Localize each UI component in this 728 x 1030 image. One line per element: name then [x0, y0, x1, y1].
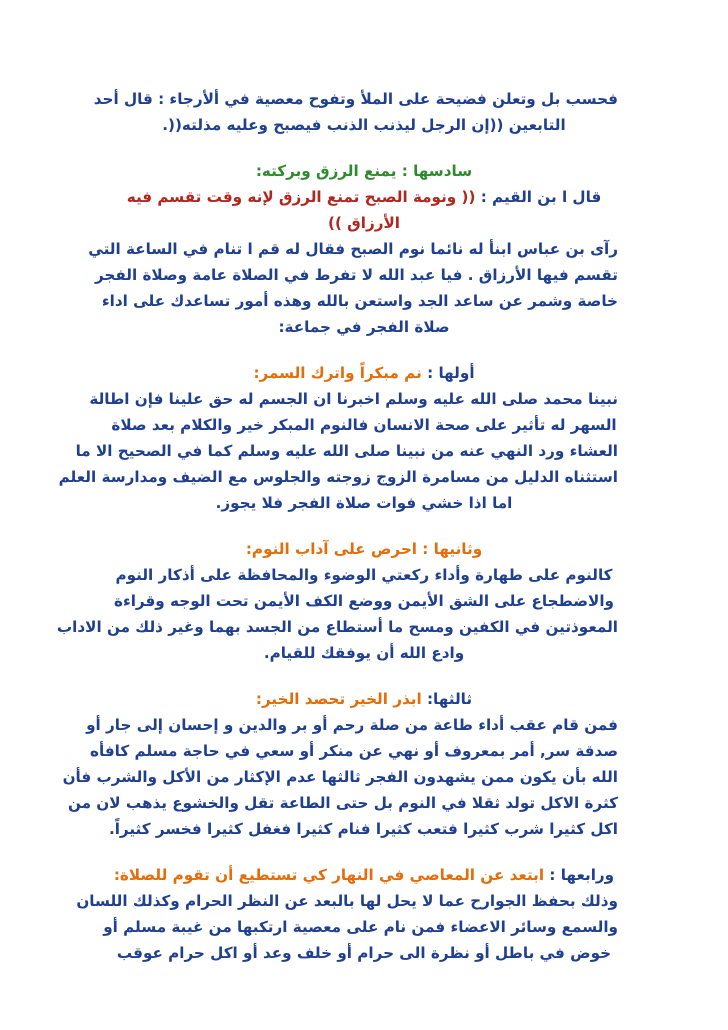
body-line: تقسم فيها الأرزاق . فيا عبد الله لا تفرط في الصلاة عامة وصلاة الفجر [94, 266, 618, 284]
first-title: نم مبكراً واترك السمر: [253, 364, 422, 382]
body-line: السهر له تأثير على صحة الانسان فالنوم المبكر خير والكلام بعد صلاة [111, 416, 617, 434]
body-line: وذلك بحفظ الجوارح عما لا يحل لها بالبعد عن النظر الحرام وكذلك اللسان [76, 892, 618, 910]
body-line: خوض في باطل أو نظرة الى حرام أو خلف وعد أو اكل حرام عوقب [116, 944, 612, 962]
body-line: نبينا محمد صلى الله عليه وسلم اخبرنا ان الجسم له حق علينا فإن اطالة [89, 390, 618, 408]
fourth-label: ورابعها : [549, 866, 615, 884]
third-heading [110, 686, 618, 712]
fourth-body [76, 888, 618, 966]
body-line: وادع الله أن يوفقك للقيام. [263, 644, 465, 662]
body-line: استثناه الدليل من مسامرة الزوج زوجته والجلوس مع الضيف ومدارسة العلم [58, 468, 618, 486]
body-line: كالنوم على طهارة وأداء ركعتي الوضوء والمحافظة على أذكار النوم [115, 566, 613, 584]
body-line: اما اذا خشي فوات صلاة الفجر فلا يجوز. [215, 494, 513, 512]
first-body [58, 386, 618, 516]
third-label: ثالثها: [426, 690, 473, 708]
quote-prefix: قال ا بن القيم : [480, 188, 602, 206]
fourth-heading [110, 862, 618, 888]
body-line: خاصة وشمر عن ساعد الجد واستعن بالله وهذه أمور تساعدك على اداء [101, 292, 618, 310]
second-body [56, 562, 618, 666]
body-line: والسمع وسائر الاعضاء فمن نام على معصية ارتكبها من غيبة مسلم أو [103, 918, 618, 936]
intro-paragraph [93, 86, 618, 138]
intro-line: التابعين ((إن الرجل ليذنب الذنب فيصبح وعليه مذلته((. [162, 116, 566, 134]
body-line: صدقة سر, أمر بمعروف أو نهي عن منكر أو سعي في حاجة مسلم كافأه [90, 742, 618, 760]
quote-text: (( ونومة الصبح تمنع الرزق لإنه وقت تقسم فيه [126, 188, 476, 206]
body-line: والاضطجاع على الشق الأيمن ووضع الكف الأيمن تحت الوجه وقراءة [113, 592, 614, 610]
body-line: رآى بن عباس ابنأ له نائما نوم الصبح فقال له قم ا تنام في الساعة التي [88, 240, 618, 258]
second-heading [110, 536, 618, 562]
section6-body [88, 236, 618, 340]
quote-text-line2: الأرزاق )) [328, 214, 400, 232]
fourth-title: ابتعد عن المعاصي في النهار كي تستطيع أن تقوم للصلاة: [113, 866, 545, 884]
section6-quote-line [110, 184, 618, 210]
body-line: اكل كثيرا شرب كثيرا فتعب كثيرا فنام كثيرا فغفل كثيرا فخسر كثيراً. [108, 820, 618, 838]
section6-quote [110, 184, 618, 236]
second-label: وثانيها : [422, 540, 483, 558]
body-line: صلاة الفجر في جماعة: [278, 318, 450, 336]
body-line: المعوذتين في الكفين ومسح ما أستطاع من الجسد بهما وغير ذلك من الاداب [56, 618, 618, 636]
body-line: العشاء ورد النهي عنه من نبينا صلى الله عليه وسلم كما في الصحيح الا ما [75, 442, 618, 460]
first-label: أولها : [427, 364, 475, 382]
first-heading [110, 360, 618, 386]
third-title: ابذر الخير تحصد الخير: [255, 690, 422, 708]
body-line: الله بأن يكون ممن يشهدون الفجر ثالثها عدم الإكثار من الأكل والشرب فأن [62, 768, 618, 786]
third-body [62, 712, 618, 842]
body-line: فمن قام عقب أداء طاعة من صلة رحم أو بر والدين و إحسان إلى جار أو [86, 716, 618, 734]
body-line: كثرة الاكل تولد ثقلا في النوم بل حتى الطاعة تقل والخشوع يذهب لان من [67, 794, 618, 812]
section6-heading: سادسها : يمنع الرزق وبركته: [255, 162, 473, 180]
intro-line: فحسب بل وتعلن فضيحة على الملأ وتفوح معصية في ألأرجاء : قال أحد [93, 90, 618, 108]
second-title: احرص على آداب النوم: [245, 540, 417, 558]
